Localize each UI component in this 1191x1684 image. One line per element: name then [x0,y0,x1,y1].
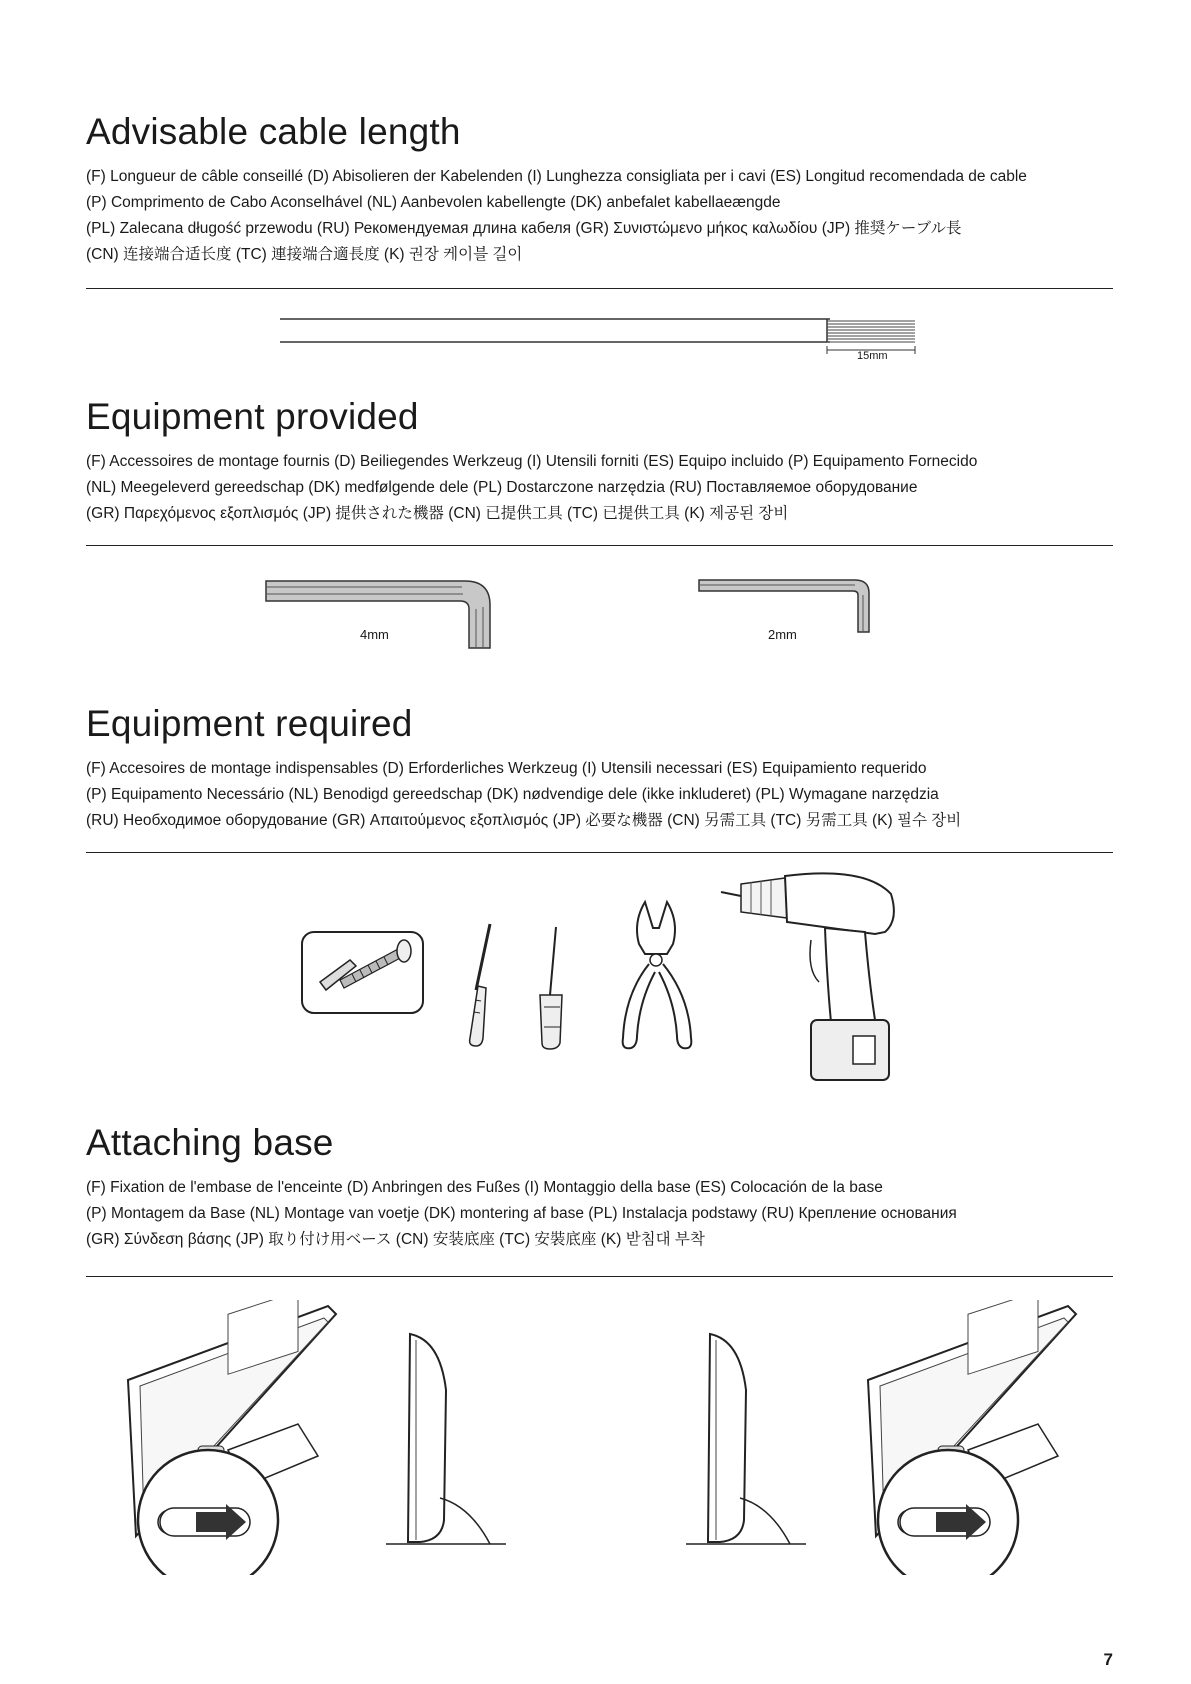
speaker-side-base-left-illustration [380,1330,510,1555]
flat-screwdriver-icon [448,920,503,1050]
translation-line: (F) Accessoires de montage fournis (D) Beiliegendes Werkzeug (I) Utensili forniti (ES) Equipo incluido (P) Equipamento Fornecido [86,453,978,470]
translation-line: (RU) Необходимое оборудование (GR) Απαιτούμενος εξοπλισμός (JP) 必要な機器 (CN) 另需工具 (TC) 另需工具 (K) 필수 장비 [86,812,962,829]
speaker-rear-base-right-illustration [858,1300,1098,1575]
translation-line: (NL) Meegeleverd gereedschap (DK) medfølgende dele (PL) Dostarczone narzędzia (RU) Поставляемое оборудование [86,479,918,496]
translation-line: (F) Longueur de câble conseillé (D) Abisolieren der Kabelenden (I) Lunghezza consigliata per i cavi (ES) Longitud recomendada de cable [86,168,1027,185]
translation-line: (P) Equipamento Necessário (NL) Benodigd gereedschap (DK) nødvendige dele (ikke inkluderet) (PL) Wymagane narzędzia [86,786,939,803]
cordless-drill-icon [715,870,895,1085]
cable-diagram [270,310,930,370]
translation-line: (P) Montagem da Base (NL) Montage van voetje (DK) montering af base (PL) Instalacja podstawy (RU) Крепление основания [86,1205,957,1222]
translation-line: (GR) Παρεχόμενος εξοπλισμός (JP) 提供された機器 (CN) 已提供工具 (TC) 已提供工具 (K) 제공된 장비 [86,505,789,522]
translation-line: (PL) Zalecana długość przewodu (RU) Рекомендуемая длина кабеля (GR) Συνιστώμενο μήκος καλωδίου (JP) 推奨ケーブル長 [86,220,962,237]
translations-attaching-base [86,1175,1113,1253]
heading-equipment-provided: Equipment provided [86,396,419,437]
section-equipment-required [86,702,1113,834]
translations-equipment-provided [86,449,1113,527]
heading-cable-length: Advisable cable length [86,111,461,152]
heading-equipment-required: Equipment required [86,703,413,744]
translation-line: (F) Accesoires de montage indispensables (D) Erforderliches Werkzeug (I) Utensili necessari (ES) Equipamiento requerido [86,760,927,777]
divider [86,545,1113,546]
section-attaching-base [86,1121,1113,1253]
cable-dimension-label: 15mm [857,350,888,362]
divider [86,1276,1113,1277]
translations-cable-length [86,164,1113,268]
section-cable-length [86,110,1113,268]
wall-plug-screw-icon [300,930,425,1015]
heading-attaching-base: Attaching base [86,1122,334,1163]
page-number: 7 [1103,1650,1113,1669]
translations-equipment-required [86,756,1113,834]
phillips-screwdriver-icon [520,925,570,1055]
translation-line: (P) Comprimento de Cabo Aconselhável (NL) Aanbevolen kabellengte (DK) anbefalet kabellaeængde [86,194,781,211]
translation-line: (F) Fixation de l'embase de l'enceinte (D) Anbringen des Fußes (I) Montaggio della base (ES) Colocación de la base [86,1179,883,1196]
speaker-rear-base-left-illustration [118,1300,358,1575]
hex-key-4mm-icon [260,575,500,655]
translation-line: (CN) 连接端合适长度 (TC) 連接端合適長度 (K) 권장 케이블 길이 [86,246,523,263]
hex-key-2mm-icon [695,575,875,635]
pliers-icon [615,898,705,1058]
hex-key-2mm-label: 2mm [768,627,797,642]
speaker-side-base-right-illustration [680,1330,810,1555]
divider [86,852,1113,853]
divider [86,288,1113,289]
translation-line: (GR) Σύνδεση βάσης (JP) 取り付け用ベース (CN) 安装底座 (TC) 安裝底座 (K) 받침대 부착 [86,1231,705,1248]
section-equipment-provided [86,395,1113,527]
hex-key-4mm-label: 4mm [360,627,389,642]
